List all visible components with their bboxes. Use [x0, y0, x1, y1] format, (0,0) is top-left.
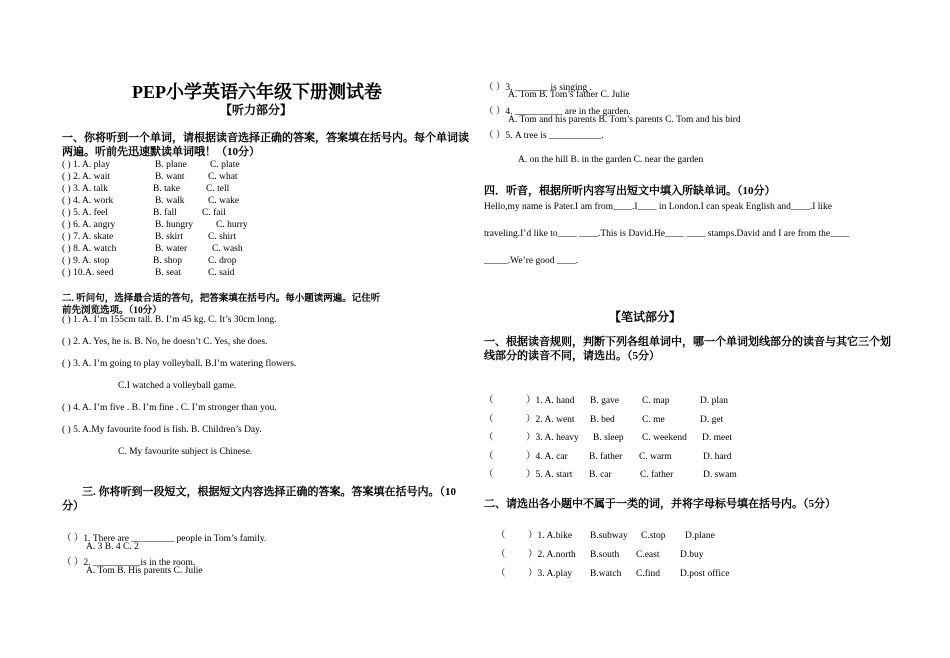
section-2-line: ( ) 3. A. I’m going to play volleyball. B.I’m watering flowers. [62, 359, 297, 369]
section-2-line: ( ) 2. A. Yes, he is. B. No, he doesn’t C. Yes, she does. [62, 337, 268, 347]
section-2-line: C. My favourite subject is Chinese. [118, 447, 253, 457]
list-item: ( ) 10.A. seed B. seat C. said [62, 268, 235, 278]
section-2-line: ( ) 1. A. I’m 155cm tall. B. I’m 45 kg. C. It’s 30cm long. [62, 315, 277, 325]
list-item: ( ) 1. A. play B. plane C. plate [62, 160, 240, 170]
section-4-line: Hello,my name is Pater.I am from____.I____ in London.I can speak English and____.I like [484, 202, 832, 212]
list-item: （ ）1. A. hand B. gave C. map D. plan [484, 396, 728, 406]
section-5-heading: 一、根据读音规则，判断下列各组单词中，哪一个单词划线部分的读音与其它三个划线部分的读音不同，请选出。（5分） [484, 336, 891, 362]
list-item: ( ) 3. A. talk B. take C. tell [62, 184, 230, 194]
list-item: （ ）4. A. car B. father C. warm D. hard [484, 451, 732, 462]
section-3-line: A. 3 B. 4 C. 2 [86, 542, 139, 552]
list-item: ( ) 4. A. work B. walk C. wake [62, 196, 240, 206]
section-3-line: （ ）5. A tree is ___________. [484, 131, 604, 141]
list-item: （ ）5. A. start B. car C. father D. swam [484, 470, 737, 480]
list-item: （ ）2. A.north B.south C.east D.buy [496, 550, 704, 560]
list-item: （ ）3. A.play B.watch C.find D.post office [496, 569, 730, 579]
list-item: ( ) 9. A. stop B. shop C. drop [62, 256, 237, 266]
section-3-line: A. on the hill B. in the garden C. near the garden [518, 155, 704, 165]
section-3-line: （ ）3. _______ is singing . [484, 83, 592, 93]
section-4-line: _____.We’re good ____. [484, 256, 579, 266]
list-item: （ ）2. A. went B. bed C. me D. get [484, 414, 724, 425]
section-3-line: （ ）2. __________is in the room. [62, 558, 196, 568]
listening-header: 【听力部分】 [220, 103, 293, 117]
section-3-line: A. Tom B. Tom’s father C. Julie [508, 90, 630, 100]
section-2-heading-line-1: 二. 听问句，选择最合适的答句，把答案填在括号内。每小题读两遍。记住听 [62, 294, 381, 304]
section-2-heading-line-2: 前先浏览选项。（10分） [62, 306, 162, 316]
list-item: ( ) 7. A. skate B. skirt C. shirt [62, 232, 236, 242]
section-6-list [496, 527, 729, 584]
section-3-heading: 三. 你将听到一段短文，根据短文内容选择正确的答案。答案填在括号内。（10分） [62, 486, 456, 512]
list-item: ( ) 2. A. wait B. want C. what [62, 172, 238, 182]
list-item: ( ) 8. A. watch B. water C. wash [62, 244, 243, 254]
section-6-heading: 二、请选出各小题中不属于一类的词，并将字母标号填在括号内。（5分） [484, 498, 836, 510]
section-2-line: ( ) 5. A.My favourite food is fish. B. Children’s Day. [62, 425, 262, 435]
section-1-heading: 一、你将听到一个单词，请根据读音选择正确的答案，答案填在括号内。每个单词读两遍。听前先迅速默读单词哦！（10分） [62, 132, 469, 158]
section-4-line: traveling.I’d like to____ ____.This is David.He____ ____ stamps.David and I are from the____ [484, 229, 850, 239]
section-3-line: A. Tom B. His parents C. Julie [86, 566, 203, 576]
section-1-list [62, 159, 248, 279]
section-3-line: （ ）4. __________ are in the garden. [484, 107, 631, 117]
section-3-line: A. Tom and his parents B. Tom’s parents C. Tom and his bird [508, 115, 741, 125]
section-2-line: C.I watched a volleyball game. [118, 381, 237, 391]
page-title: PEP小学英语六年级下册测试卷 [132, 82, 382, 102]
list-item: ( ) 6. A. angry B. hungry C. hurry [62, 220, 248, 230]
section-3-line: （ ）1. There are _________ people in Tom’s family. [62, 534, 267, 544]
section-4-heading: 四．听音，根据所听内容写出短文中填入所缺单词。（10分） [484, 185, 776, 197]
section-2-line: ( ) 4. A. I’m five . B. I’m fine . C. I’m stronger than you. [62, 403, 277, 413]
list-item: （ ）1. A.bike B.subway C.stop D.plane [496, 531, 715, 541]
list-item: （ ）3. A. heavy B. sleep C. weekend D. meet [484, 433, 733, 443]
list-item: ( ) 5. A. feel B. fall C. fail [62, 208, 226, 218]
writing-header: 【笔试部分】 [609, 310, 682, 324]
section-5-list [484, 392, 737, 485]
